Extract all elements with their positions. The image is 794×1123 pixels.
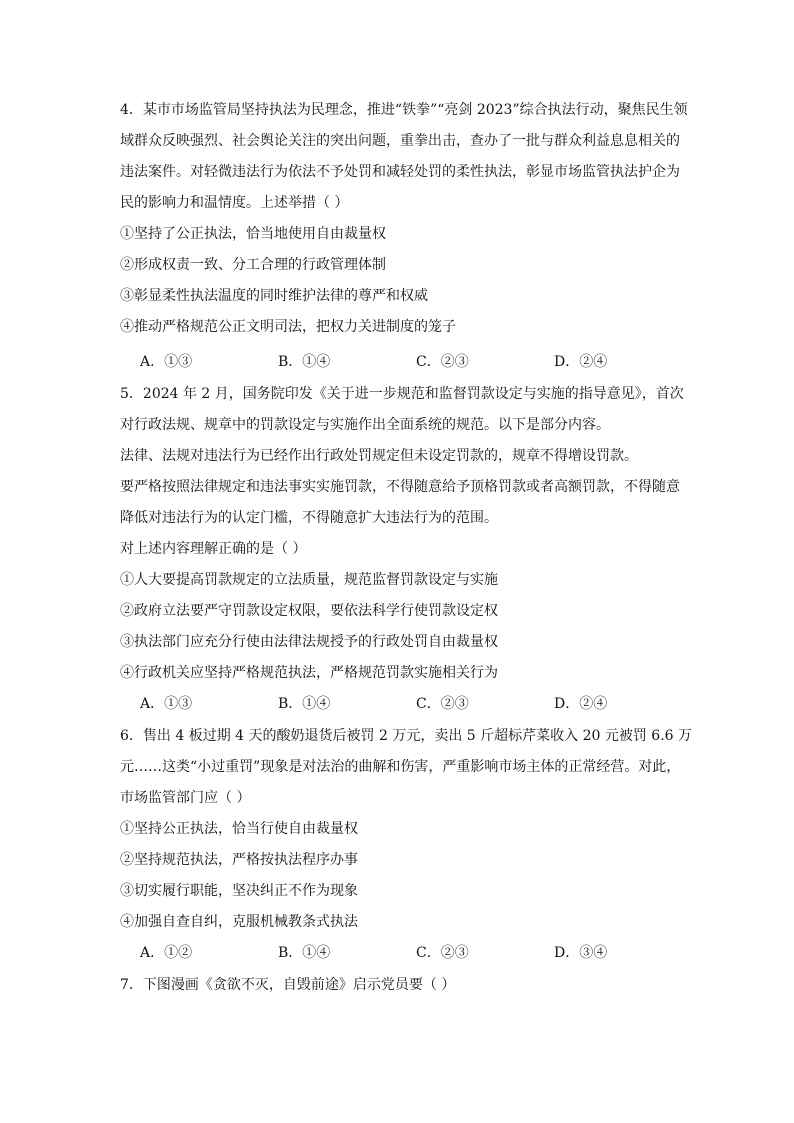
question-stem-line: 4．某市市场监管局坚持执法为民理念，推进“铁拳”“亮剑 2023”综合执法行动，聚焦民生领 (120, 102, 688, 118)
question-stem-line: 降低对违法行为的认定门槛，不得随意扩大违法行为的范围。 (120, 510, 498, 526)
statement-1: ①坚持公正执法，恰当行使自由裁量权 (120, 821, 358, 837)
option-b[interactable]: B．①④ (278, 354, 331, 370)
question-stem-line: 对上述内容理解正确的是（ ） (120, 541, 307, 557)
question-stem-line: 5．2024 年 2 月，国务院印发《关于进一步规范和监督罚款设定与实施的指导意见》，首次 (120, 386, 684, 402)
statement-4: ④行政机关应坚持严格规范执法，严格规范罚款实施相关行为 (120, 665, 498, 681)
option-d[interactable]: D．②④ (554, 354, 608, 370)
option-a[interactable]: A．①③ (140, 696, 193, 712)
statement-2: ②坚持规范执法，严格按执法程序办事 (120, 852, 358, 868)
option-c[interactable]: C．②③ (416, 945, 469, 961)
option-c[interactable]: C．②③ (416, 696, 469, 712)
question-stem-line: 域群众反映强烈、社会舆论关注的突出问题，重拳出击，查办了一批与群众利益息息相关的 (120, 133, 680, 149)
question-stem-line: 7．下图漫画《贪欲不灭，自毁前途》启示党员要（ ） (120, 977, 456, 993)
question-stem-line: 违法案件。对轻微违法行为依法不予处罚和减轻处罚的柔性执法，彰显市场监管执法护企为 (120, 164, 680, 180)
statement-3: ③执法部门应充分行使由法律法规授予的行政处罚自由裁量权 (120, 634, 498, 650)
statement-3: ③切实履行职能，坚决纠正不作为现象 (120, 883, 358, 899)
statement-1: ①坚持了公正执法，恰当地使用自由裁量权 (120, 226, 386, 242)
statement-2: ②政府立法要严守罚款设定权限，要依法科学行使罚款设定权 (120, 603, 498, 619)
question-stem-line: 民的影响力和温情度。上述举措（ ） (120, 195, 349, 211)
question-stem-line: 市场监管部门应（ ） (120, 790, 251, 806)
question-stem-line: 元……这类“小过重罚”现象是对法治的曲解和伤害，严重影响市场主体的正常经营。对此， (120, 759, 681, 775)
question-stem-line: 法律、法规对违法行为已经作出行政处罚规定但未设定罚款的，规章不得增设罚款。 (120, 448, 638, 464)
option-b[interactable]: B．①④ (278, 945, 331, 961)
statement-4: ④加强自查自纠，克服机械教条式执法 (120, 914, 358, 930)
statement-3: ③彰显柔性执法温度的同时维护法律的尊严和权威 (120, 288, 428, 304)
option-a[interactable]: A．①② (140, 945, 193, 961)
option-d[interactable]: D．③④ (554, 945, 608, 961)
option-a[interactable]: A．①③ (140, 354, 193, 370)
option-d[interactable]: D．②④ (554, 696, 608, 712)
question-stem-line: 要严格按照法律规定和违法事实实施罚款，不得随意给予顶格罚款或者高额罚款，不得随意 (120, 479, 680, 495)
answer-options (140, 943, 640, 963)
answer-options (140, 352, 640, 372)
statement-2: ②形成权责一致、分工合理的行政管理体制 (120, 257, 386, 273)
option-c[interactable]: C．②③ (416, 354, 469, 370)
question-stem-line: 6．售出 4 板过期 4 天的酸奶退货后被罚 2 万元，卖出 5 斤超标芹菜收入 20 元被罚 6.6 万 (120, 728, 693, 744)
option-b[interactable]: B．①④ (278, 696, 331, 712)
statement-4: ④推动严格规范公正文明司法，把权力关进制度的笼子 (120, 319, 456, 335)
statement-1: ①人大要提高罚款规定的立法质量，规范监督罚款设定与实施 (120, 572, 498, 588)
answer-options (140, 694, 640, 714)
question-stem-line: 对行政法规、规章中的罚款设定与实施作出全面系统的规范。以下是部分内容。 (120, 417, 610, 433)
